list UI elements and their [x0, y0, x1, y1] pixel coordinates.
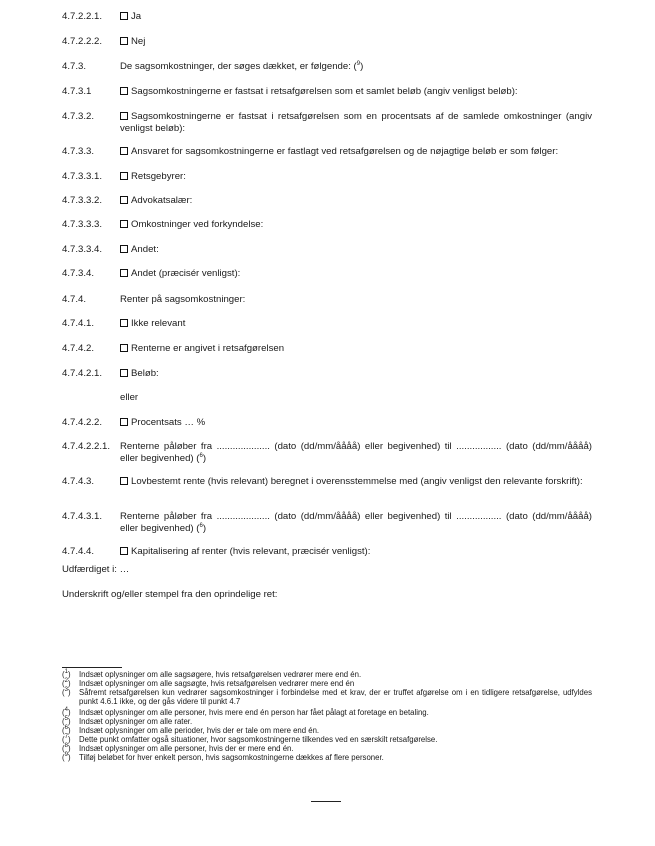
checkbox-icon[interactable] — [120, 87, 128, 95]
item-text: Sagsomkostningerne er fastsat i retsafgørelsen som en procentsats af de samlede omkostninger (angiv venligst beløb): — [120, 111, 592, 134]
item-content — [120, 61, 592, 73]
footnote-text: Indsæt oplysninger om alle personer, hvis der er mere end én. — [79, 744, 294, 753]
footnote-mark: ($^5$) — [62, 716, 71, 726]
item-text: Ja — [131, 11, 142, 22]
footnote-mark: ($^7$) — [62, 734, 71, 744]
item-text: eller — [120, 392, 139, 403]
item-content — [120, 36, 592, 48]
item-number: 4.7.3.3.4. — [62, 244, 103, 255]
item-text: Omkostninger ved forkyndelse: — [131, 219, 264, 230]
footnote-number: 1 — [64, 669, 68, 675]
footnote-text: Tilføj beløbet for hver enkelt person, hvis sagsomkostningerne dækkes af flere personer. — [79, 753, 384, 762]
item-text: Renterne er angivet i retsafgørelsen — [131, 343, 285, 354]
item-content — [120, 441, 592, 464]
item-number: 4.7.4.3. — [62, 476, 95, 487]
item-text-tail: ) — [202, 452, 207, 464]
item-number: 4.7.2.2.1. — [62, 11, 103, 22]
footnote-ref: 9 — [356, 61, 361, 67]
item-text: Retsgebyrer: — [131, 171, 186, 182]
footnote-text: Såfremt retsafgørelsen kun vedrører sagsomkostninger i forbindelse med et krav, der er truffet afgørelse om i en tidligere retsafgørelse, udfyldes punkt 4.6.1 ikke, og der gås videre til punkt 4.7 — [79, 688, 592, 706]
footnote-number: 2 — [64, 678, 68, 684]
item-content — [120, 86, 592, 98]
checkbox-icon[interactable] — [120, 220, 128, 228]
item-number: 4.7.3.4. — [62, 268, 95, 279]
checkbox-icon[interactable] — [120, 369, 128, 377]
item-text-tail: ) — [360, 61, 364, 72]
item-content — [120, 146, 592, 158]
item-content — [120, 111, 592, 134]
item-number: 4.7.4.2. — [62, 343, 95, 354]
signature-line: Underskrift og/eller stempel fra den oprindelige ret: — [62, 589, 278, 600]
checkbox-icon[interactable] — [120, 112, 128, 120]
item-content — [120, 368, 592, 380]
footnote-number: 5 — [64, 716, 68, 722]
checkbox-icon[interactable] — [120, 196, 128, 204]
item-content — [120, 417, 592, 429]
checkbox-icon[interactable] — [120, 418, 128, 426]
item-text: Andet (præcisér venligst): — [131, 268, 241, 279]
page-number-rule — [311, 801, 341, 802]
footnote-number: 3 — [64, 687, 68, 693]
footnote-mark: ($^1$) — [62, 669, 71, 679]
item-content — [120, 546, 592, 558]
item-content — [120, 268, 592, 280]
checkbox-icon[interactable] — [120, 147, 128, 155]
item-content — [120, 11, 592, 23]
item-text: Sagsomkostningerne er fastsat i retsafgørelsen som et samlet beløb (angiv venligst beløb): — [131, 86, 518, 97]
item-number: 4.7.4.2.2.1. — [62, 441, 111, 452]
item-text: Renterne påløber fra .................... (dato (dd/mm/åååå) eller begivenhed) til ................. (dato (dd/mm/åååå) eller begivenhed) ( — [120, 511, 592, 534]
item-number: 4.7.2.2.2. — [62, 36, 103, 47]
checkbox-icon[interactable] — [120, 477, 128, 485]
item-number: 4.7.4.3.1. — [62, 511, 103, 522]
footnote-number: 8 — [64, 743, 68, 749]
checkbox-icon[interactable] — [120, 344, 128, 352]
footnote-text: Indsæt oplysninger om alle sagsøgte, hvis retsafgørelsen vedrører mere end én — [79, 679, 355, 688]
item-number: 4.7.3.3. — [62, 146, 95, 157]
checkbox-icon[interactable] — [120, 172, 128, 180]
item-number: 4.7.3.3.3. — [62, 219, 103, 230]
item-number: 4.7.3.1 — [62, 86, 92, 97]
item-number: 4.7.3.3.2. — [62, 195, 103, 206]
issued-at-line: Udfærdiget i: … — [62, 564, 130, 575]
checkbox-icon[interactable] — [120, 319, 128, 327]
item-text: Nej — [131, 36, 146, 47]
item-content — [120, 511, 592, 534]
item-number: 4.7.4.2.1. — [62, 368, 103, 379]
item-text: Procentsats … % — [131, 417, 206, 428]
item-number: 4.7.4. — [62, 294, 87, 305]
footnote-text: Indsæt oplysninger om alle perioder, hvis der er tale om mere end én. — [79, 726, 320, 735]
item-text: De sagsomkostninger, der søges dækket, er følgende: ( — [120, 61, 357, 72]
footnote-separator — [62, 667, 122, 668]
item-text: Beløb: — [131, 368, 159, 379]
item-content — [120, 294, 592, 306]
footnote-number: 9 — [64, 752, 68, 758]
footnote-text: Dette punkt omfatter også situationer, hvor sagsomkostningerne tilkendes ved en særskilt retsafgørelse. — [79, 735, 438, 744]
footnote-mark: ($^2$) — [62, 678, 71, 688]
footnote-ref: 6 — [199, 452, 203, 459]
item-text: Lovbestemt rente (hvis relevant) beregnet i overensstemmelse med (angiv venligst den relevante forskrift): — [131, 476, 583, 487]
item-text: Kapitalisering af renter (hvis relevant, præcisér venligst): — [131, 546, 371, 557]
item-number: 4.7.4.4. — [62, 546, 95, 557]
footnote-text: Indsæt oplysninger om alle rater. — [79, 717, 193, 726]
footnote-text: Indsæt oplysninger om alle sagsøgere, hvis retsafgørelsen vedrører mere end én. — [79, 670, 362, 679]
item-number: 4.7.4.2.2. — [62, 417, 103, 428]
footnote-mark: ($^8$) — [62, 743, 71, 753]
item-text: Renterne påløber fra .................... (dato (dd/mm/åååå) eller begivenhed) til ................. (dato (dd/mm/åååå) eller begivenhed) ( — [120, 441, 592, 464]
checkbox-icon[interactable] — [120, 547, 128, 555]
item-content — [120, 476, 592, 488]
footnote-mark: ($^6$) — [62, 725, 71, 735]
footnote-ref: 6 — [199, 522, 203, 529]
item-text: Ansvaret for sagsomkostningerne er fastlagt ved retsafgørelsen og de nøjagtige beløb er som følger: — [131, 146, 559, 157]
item-content — [120, 244, 592, 256]
item-content — [120, 195, 592, 207]
item-content — [120, 318, 592, 330]
item-text: Advokatsalær: — [131, 195, 193, 206]
footnote-mark: ($^9$) — [62, 752, 71, 762]
item-number: 4.7.3.2. — [62, 111, 95, 122]
checkbox-icon[interactable] — [120, 245, 128, 253]
item-number: 4.7.3.3.1. — [62, 171, 103, 182]
footnote-number: 4 — [64, 707, 68, 713]
item-text-tail: ) — [202, 522, 207, 534]
checkbox-icon[interactable] — [120, 37, 128, 45]
footnote-number: 6 — [64, 725, 68, 731]
item-content — [120, 219, 592, 231]
footnote-mark: ($^3$) — [62, 687, 71, 697]
footnote-text: Indsæt oplysninger om alle personer, hvis mere end én person har fået pålagt at foretage en betaling. — [79, 708, 429, 717]
item-text: Ikke relevant — [131, 318, 186, 329]
item-content — [120, 343, 592, 355]
footnote-mark: ($^4$) — [62, 707, 71, 717]
item-content — [120, 171, 592, 183]
item-content — [120, 392, 592, 404]
footnote-number: 7 — [64, 734, 68, 740]
item-text: Andet: — [131, 244, 159, 255]
item-number: 4.7.3. — [62, 61, 87, 72]
item-number: 4.7.4.1. — [62, 318, 95, 329]
checkbox-icon[interactable] — [120, 269, 128, 277]
item-text: Renter på sagsomkostninger: — [120, 294, 246, 305]
checkbox-icon[interactable] — [120, 12, 128, 20]
